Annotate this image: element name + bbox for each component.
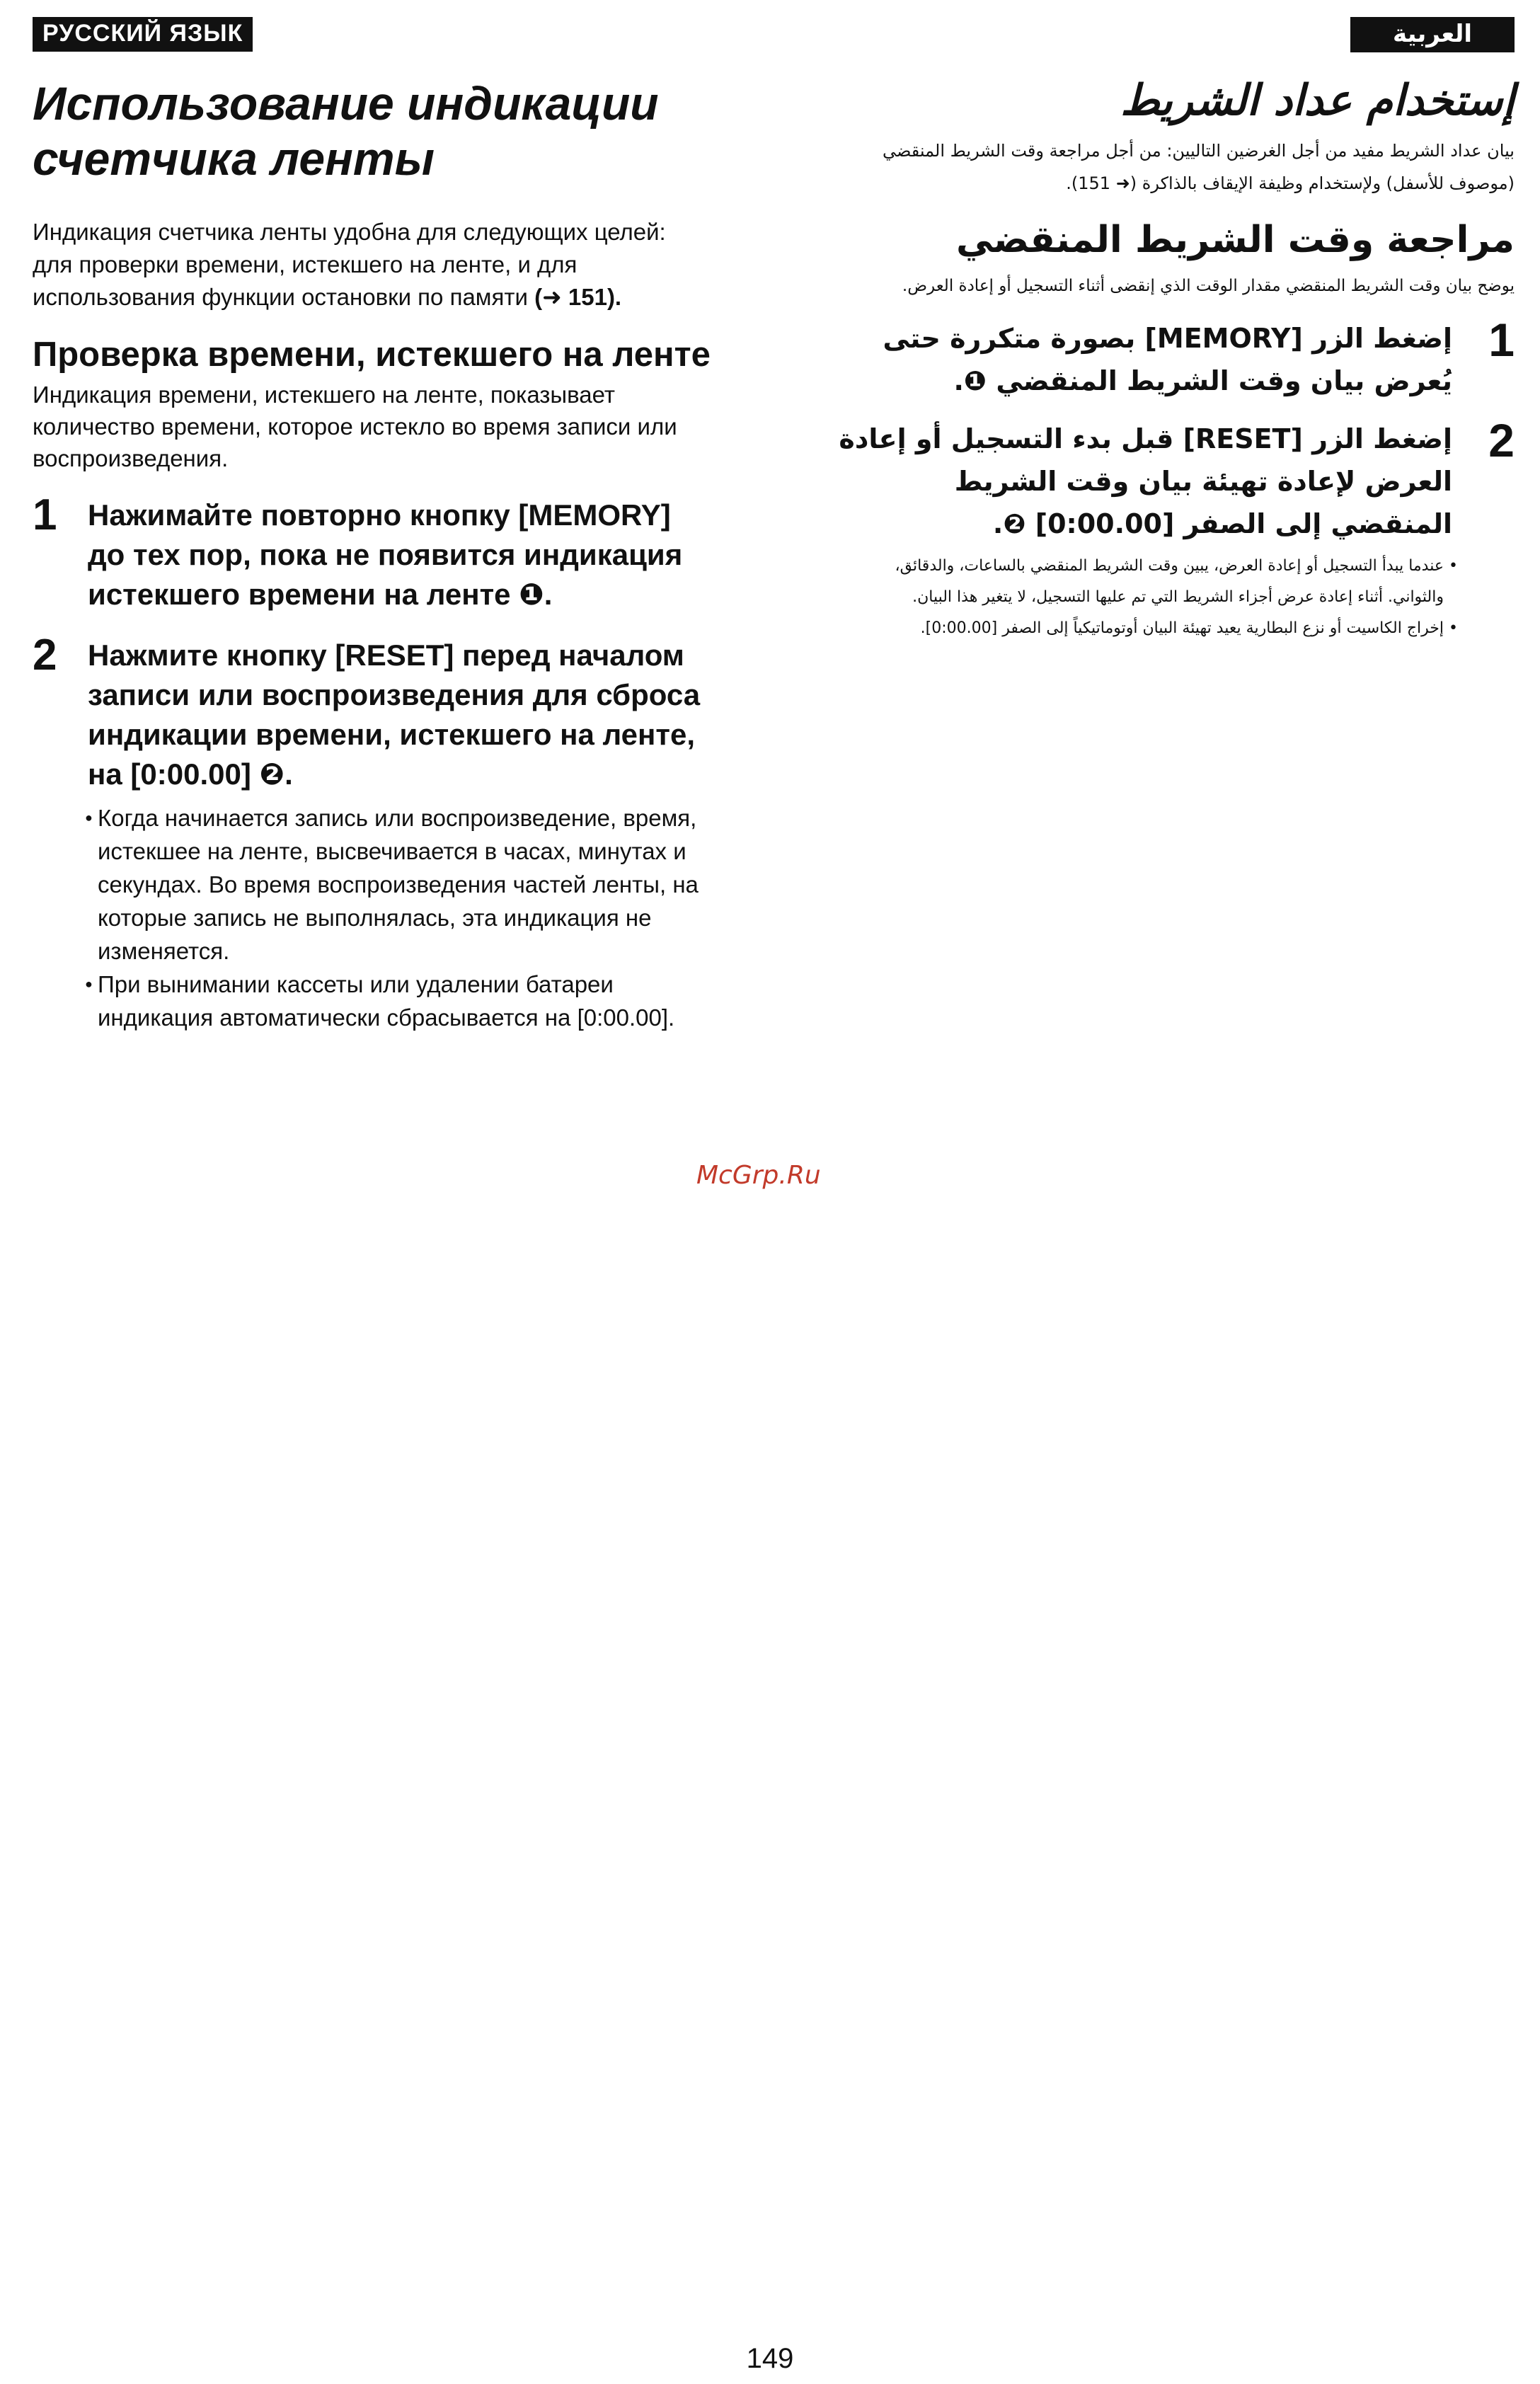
subheading-russian: Проверка времени, истекшего на ленте: [33, 336, 711, 374]
marker-1-icon: ❶: [519, 578, 544, 611]
notes-list-russian: [33, 801, 712, 1034]
notes-list-arabic: [835, 551, 1515, 644]
page-number: 149: [746, 2343, 794, 2374]
step-instruction: [88, 495, 712, 614]
step-1-arabic: [835, 314, 1515, 402]
list-item: ● При вынимании кассеты или удалении батареи индикация автоматически сбрасывается на [0:00.00].: [98, 968, 712, 1034]
step-instruction: [835, 418, 1452, 545]
step-number: 2: [33, 631, 57, 680]
list-item: • إخراج الكاسيت أو نزع البطارية يعيد تهيئة البيان أوتوماتيكياً إلى الصفر [0:00.00].: [835, 613, 1444, 644]
section-title-arabic: إستخدام عداد الشريط: [1120, 76, 1515, 125]
arabic-column: [835, 17, 1515, 644]
intro-paragraph-arabic: بيان عداد الشريط مفيد من أجل الغرضين التاليين: من أجل مراجعة وقت الشريط المنقضي (موصوف للأسفل) ولإستخدام وظيفة الإيقاف بالذاكرة (➜ 151).: [882, 141, 1515, 193]
language-tag-arabic: العربية: [1350, 17, 1515, 52]
subheading-arabic: مراجعة وقت الشريط المنقضي: [956, 219, 1515, 261]
watermark: McGrp.Ru: [696, 1161, 821, 1190]
list-item: ● Когда начинается запись или воспроизведение, время, истекшее на ленте, высвечивается в часах, минутах и секундах. Во время воспроизведения частей ленты, на которые запись не выполнялась, эта индикация не изменяется.: [98, 801, 712, 968]
marker-1-icon: ❶: [963, 365, 987, 396]
step-2-russian: [33, 631, 712, 794]
russian-column: [33, 17, 712, 1034]
intro-paragraph-russian: [33, 216, 712, 314]
step-end: .: [285, 757, 293, 791]
subparagraph-arabic: يوضح بيان وقت الشريط المنقضي مقدار الوقت الذي إنقضى أثناء التسجيل أو إعادة العرض.: [902, 277, 1515, 295]
step-number: 2: [1488, 414, 1515, 466]
step-instruction: [835, 317, 1452, 402]
step-end: .: [953, 365, 964, 396]
intro-page-reference: (➜ 151).: [534, 284, 622, 310]
section-title-russian: Использование индикации счетчика ленты: [33, 77, 659, 185]
step-text: Нажмите кнопку [RESET] перед началом записи или воспроизведения для сброса индикации времени, истекшего на ленте, на [0:00.00]: [88, 638, 701, 791]
step-instruction: [88, 636, 712, 794]
step-number: 1: [33, 491, 57, 539]
step-1-russian: [33, 491, 712, 614]
step-end: .: [992, 508, 1004, 539]
step-end: .: [544, 578, 553, 611]
language-tag-russian: РУССКИЙ ЯЗЫК: [33, 17, 253, 52]
marker-2-icon: ❷: [259, 757, 285, 791]
step-text: Нажимайте повторно кнопку [MEMORY] до тех пор, пока не появится индикация истекшего времени на ленте: [88, 498, 683, 611]
marker-2-icon: ❷: [1003, 508, 1026, 539]
step-number: 1: [1488, 314, 1515, 366]
list-item: • عندما يبدأ التسجيل أو إعادة العرض، يبين وقت الشريط المنقضي بالساعات، والدقائق، والثواني. أثناء إعادة عرض أجزاء الشريط التي تم عليها التسجيل، لا يتغير هذا البيان.: [835, 551, 1444, 613]
step-2-arabic: [835, 414, 1515, 545]
step-text: إضغط الزر [MEMORY] بصورة متكررة حتى يُعرض بيان وقت الشريط المنقضي: [883, 323, 1452, 396]
subparagraph-russian: Индикация времени, истекшего на ленте, показывает количество времени, которое истекло во время записи или воспроизведения.: [33, 382, 677, 471]
intro-text: Индикация счетчика ленты удобна для следующих целей: для проверки времени, истекшего на ленте, и для использования функции остановки по памяти: [33, 219, 666, 310]
step-text: إضغط الزر [RESET] قبل بدء التسجيل أو إعادة العرض لإعادة تهيئة بيان وقت الشريط المنقضي إلى الصفر [0:00.00]: [839, 423, 1452, 539]
